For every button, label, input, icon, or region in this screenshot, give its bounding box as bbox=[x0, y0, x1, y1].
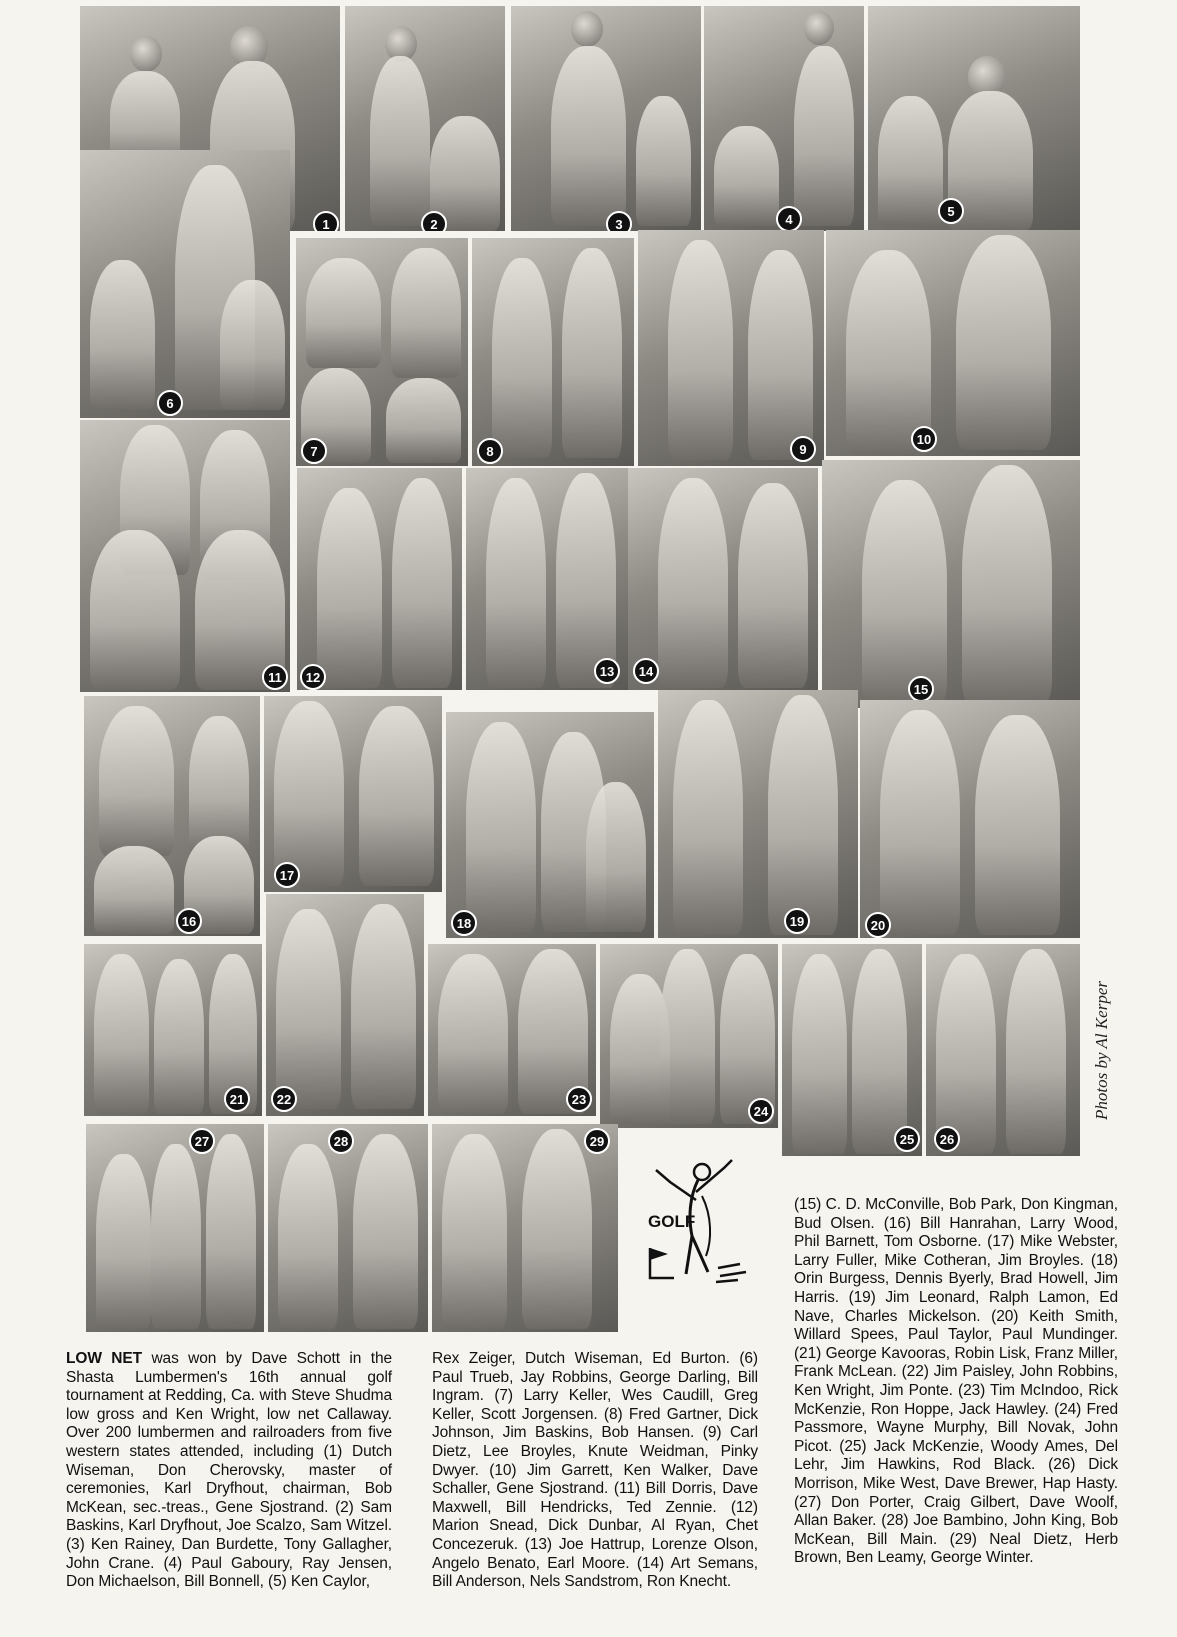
group-photo bbox=[704, 6, 864, 231]
group-photo bbox=[80, 420, 290, 692]
photo-number-badge: 24 bbox=[748, 1098, 774, 1124]
group-photo bbox=[446, 712, 654, 938]
caption-text: Rex Zeiger, Dutch Wiseman, Ed Burton. (6) Paul Trueb, Jay Robbins, George Darling, Bill Ingram. (7) Larry Keller, Wes Caudill, Greg Keller, Scott Jorgensen. (8) Fred Gartner, Dick Johnson, Jim Baskins, Bob Hansen. (9) Carl Dietz, Lee Broyles, Knute Weidman, Pinky Dwyer. (10) Jim Garrett, Ken Walker, Dave Schaller, Gene Sjostrand. (11) Bill Dorris, Dave Maxwell, Bill Hendricks, Ted Zennie. (12) Marion Snead, Dick Dunbar, Al Ryan, Chet Concezeruk. (13) Joe Hattrup, Lorenze Olson, Angelo Benato, Earl Moore. (14) Art Semans, Bill Anderson, Nels Sandstrom, Ron Knecht. bbox=[432, 1350, 758, 1591]
photo-number-badge: 6 bbox=[157, 390, 183, 416]
group-photo bbox=[511, 6, 701, 231]
photo-number-badge: 7 bbox=[301, 438, 327, 464]
photo-number-badge: 12 bbox=[300, 664, 326, 690]
caption-column-1 bbox=[66, 1350, 392, 1592]
group-photo bbox=[86, 1124, 264, 1332]
group-photo bbox=[432, 1124, 618, 1332]
photo-number-badge: 2 bbox=[421, 211, 447, 231]
caption-column-3 bbox=[794, 1196, 1118, 1568]
caption-column-2 bbox=[432, 1350, 758, 1592]
group-photo bbox=[782, 944, 922, 1156]
photo-number-badge: 27 bbox=[189, 1128, 215, 1154]
group-photo bbox=[84, 944, 262, 1116]
group-photo bbox=[628, 468, 818, 690]
photo-number-badge: 26 bbox=[934, 1126, 960, 1152]
photo-number-badge: 19 bbox=[784, 908, 810, 934]
photo-number-badge: 1 bbox=[313, 211, 339, 231]
photo-number-badge: 10 bbox=[911, 426, 937, 452]
group-photo bbox=[472, 238, 634, 466]
group-photo bbox=[268, 1124, 428, 1332]
photo-number-badge: 25 bbox=[894, 1126, 920, 1152]
group-photo bbox=[80, 150, 290, 418]
photo-number-badge: 11 bbox=[262, 664, 288, 690]
photo-number-badge: 20 bbox=[865, 912, 891, 938]
group-photo bbox=[264, 696, 442, 892]
group-photo bbox=[428, 944, 596, 1116]
group-photo bbox=[466, 468, 632, 690]
photo-number-badge: 18 bbox=[451, 910, 477, 936]
group-photo bbox=[658, 690, 858, 938]
photo-credit: Photos by Al Kerper bbox=[1092, 981, 1111, 1120]
photo-number-badge: 13 bbox=[594, 658, 620, 684]
group-photo bbox=[826, 230, 1080, 456]
photo-number-badge: 15 bbox=[908, 676, 934, 702]
caption-text: was won by Dave Schott in the Shasta Lumbermen's 16th annual golf tournament at Redding, Ca. with Steve Shudma low gross and Ken Wright, low net Callaway. Over 200 lumbermen and railroaders from five western states attended, including (1) Dutch Wiseman, Don Cherovsky, master of ceremonies, Karl Dryfhout, chairman, Bob McKean, sec.-treas., Gene Sjostrand. (2) Sam Baskins, Karl Dryfhout, Joe Scalzo, Sam Witzel. (3) Ken Rainey, Dan Burdette, Tony Gallagher, John Crane. (4) Paul Gaboury, Ray Jensen, Don Michaelson, Bill Bonnell, (5) Ken Caylor, bbox=[66, 1350, 392, 1591]
photo-number-badge: 3 bbox=[606, 211, 632, 231]
golf-logo-text: GOLF bbox=[648, 1212, 696, 1231]
group-photo bbox=[860, 700, 1080, 938]
photo-number-badge: 4 bbox=[776, 206, 802, 231]
caption-lead: LOW NET bbox=[66, 1350, 143, 1367]
group-photo bbox=[868, 6, 1080, 231]
photo-number-badge: 29 bbox=[584, 1128, 610, 1154]
group-photo bbox=[296, 238, 468, 466]
group-photo bbox=[600, 944, 778, 1128]
photo-number-badge: 5 bbox=[938, 198, 964, 224]
photo-number-badge: 17 bbox=[274, 862, 300, 888]
group-photo bbox=[926, 944, 1080, 1156]
group-photo bbox=[638, 230, 824, 466]
photo-number-badge: 9 bbox=[790, 436, 816, 462]
photo-number-badge: 16 bbox=[176, 908, 202, 934]
group-photo bbox=[297, 468, 462, 690]
group-photo bbox=[345, 6, 505, 231]
photo-number-badge: 21 bbox=[224, 1086, 250, 1112]
group-photo bbox=[84, 696, 260, 936]
photo-number-badge: 22 bbox=[271, 1086, 297, 1112]
group-photo bbox=[266, 894, 424, 1116]
photo-number-badge: 23 bbox=[566, 1086, 592, 1112]
photo-number-badge: 8 bbox=[477, 438, 503, 464]
photo-number-badge: 14 bbox=[633, 658, 659, 684]
photo-number-badge: 28 bbox=[328, 1128, 354, 1154]
group-photo bbox=[822, 460, 1080, 708]
caption-text: (15) C. D. McConville, Bob Park, Don Kingman, Bud Olsen. (16) Bill Hanrahan, Larry Wood, Phil Barnett, Tom Osborne. (17) Mike Webster, Larry Fuller, Mike Cotheran, Jim Broyles. (18) Orin Burgess, Dennis Byerly, Brad Howell, Jim Harris. (19) Jim Leonard, Ralph Lamon, Ed Nave, Charles Mickelson. (20) Keith Smith, Willard Spees, Paul Taylor, Paul Mundinger. (21) George Kavooras, Robin Lisk, Franz Miller, Frank McLean. (22) Jim Paisley, John Robbins, Ken Wright, Jim Ponte. (23) Tim McIndoo, Rick McKenzie, Ron Hoppe, Jack Hawley. (24) Fred Passmore, Wayne Murphy, Bill Novak, John Picot. (25) Jack McKenzie, Woody Ames, Del Lehr, Jim Hawkins, Rod Black. (26) Dick Morrison, Mike West, Dave Brewer, Hap Hasty. (27) Don Porter, Craig Gilbert, Dave Woolf, Allan Baker. (28) Joe Bambino, John King, Bob McKean, Bill Main. (29) Neal Dietz, Herb Brown, Ben Leamy, George Winter. bbox=[794, 1196, 1118, 1567]
